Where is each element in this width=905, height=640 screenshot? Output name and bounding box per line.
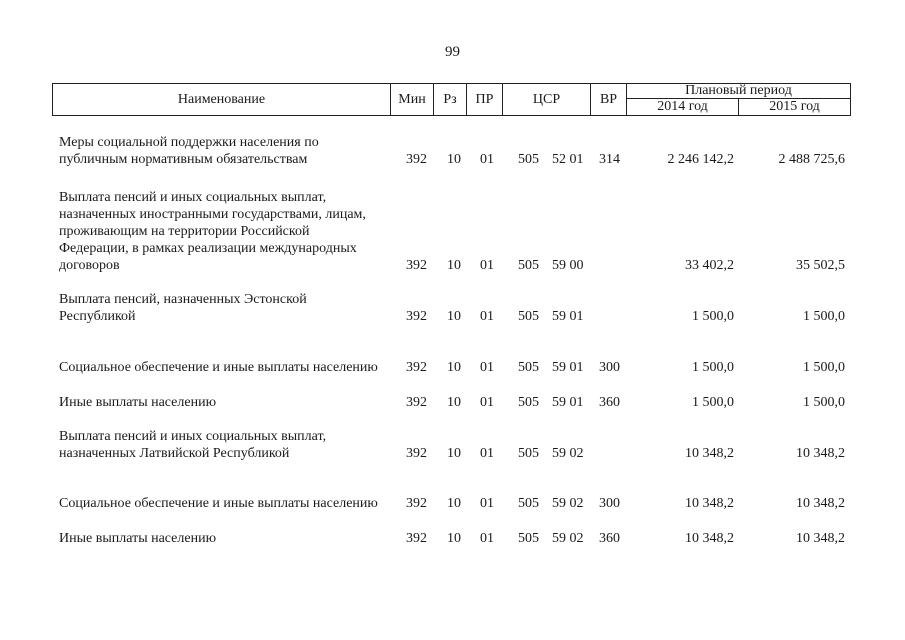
row-pr: 01 <box>480 258 494 273</box>
row-rz: 10 <box>447 309 461 324</box>
row-amount-2015: 35 502,5 <box>796 258 845 273</box>
row-pr: 01 <box>480 446 494 461</box>
row-pr: 01 <box>480 531 494 546</box>
row-name: Социальное обеспечение и иные выплаты населению <box>59 496 378 511</box>
row-min: 392 <box>406 152 427 167</box>
header-name: Наименование <box>53 84 391 115</box>
row-name: Социальное обеспечение и иные выплаты населению <box>59 360 378 375</box>
row-min: 392 <box>406 531 427 546</box>
row-vr: 300 <box>599 360 620 375</box>
row-pr: 01 <box>480 395 494 410</box>
row-csr-code: 59 00 <box>552 258 584 273</box>
table-row <box>0 342 905 376</box>
row-amount-2014: 1 500,0 <box>692 360 734 375</box>
row-rz: 10 <box>447 360 461 375</box>
row-pr: 01 <box>480 360 494 375</box>
row-name: Иные выплаты населению <box>59 531 217 546</box>
table-header <box>52 83 851 116</box>
row-pr: 01 <box>480 152 494 167</box>
row-name: Иные выплаты населению <box>59 395 217 410</box>
row-min: 392 <box>406 446 427 461</box>
row-min: 392 <box>406 395 427 410</box>
row-name: Меры социальной поддержки населения по публичным нормативным обязательствам <box>59 135 319 167</box>
row-vr: 360 <box>599 395 620 410</box>
row-amount-2015: 10 348,2 <box>796 531 845 546</box>
row-amount-2015: 10 348,2 <box>796 446 845 461</box>
row-min: 392 <box>406 360 427 375</box>
row-amount-2014: 1 500,0 <box>692 309 734 324</box>
row-amount-2014: 10 348,2 <box>685 496 734 511</box>
row-csr-prefix: 505 <box>518 309 539 324</box>
row-csr-prefix: 505 <box>518 531 539 546</box>
row-csr-prefix: 505 <box>518 395 539 410</box>
row-csr-prefix: 505 <box>518 360 539 375</box>
row-csr-prefix: 505 <box>518 258 539 273</box>
row-amount-2015: 1 500,0 <box>803 395 845 410</box>
row-csr-code: 59 02 <box>552 531 584 546</box>
header-year-2014: 2014 год <box>627 99 739 115</box>
row-csr-code: 59 02 <box>552 496 584 511</box>
row-min: 392 <box>406 309 427 324</box>
table-row <box>0 290 905 325</box>
table-row <box>0 393 905 411</box>
row-rz: 10 <box>447 446 461 461</box>
row-csr-code: 59 02 <box>552 446 584 461</box>
row-amount-2015: 1 500,0 <box>803 309 845 324</box>
row-amount-2015: 2 488 725,6 <box>778 152 845 167</box>
table-row <box>0 478 905 512</box>
row-amount-2014: 1 500,0 <box>692 395 734 410</box>
header-csr: ЦСР <box>503 84 591 115</box>
table-row <box>0 428 905 462</box>
table-row <box>0 529 905 547</box>
row-pr: 01 <box>480 309 494 324</box>
header-year-2015: 2015 год <box>769 99 820 114</box>
row-rz: 10 <box>447 152 461 167</box>
row-amount-2014: 2 246 142,2 <box>667 152 734 167</box>
row-vr: 314 <box>599 152 620 167</box>
row-csr-prefix: 505 <box>518 496 539 511</box>
row-amount-2014: 10 348,2 <box>685 446 734 461</box>
row-vr: 300 <box>599 496 620 511</box>
row-name: Выплата пенсий и иных социальных выплат, назначенных иностранными государствами, лицам, проживающим на территории Российской Федерации, в рамках реализации международных договоров <box>59 190 366 273</box>
table-row <box>0 128 905 168</box>
row-csr-code: 52 01 <box>552 152 584 167</box>
header-pr: ПР <box>467 84 503 115</box>
row-min: 392 <box>406 258 427 273</box>
row-rz: 10 <box>447 531 461 546</box>
row-csr-code: 59 01 <box>552 395 584 410</box>
row-name: Выплата пенсий и иных социальных выплат, назначенных Латвийской Республикой <box>59 429 327 461</box>
header-min: Мин <box>391 84 434 115</box>
row-amount-2015: 1 500,0 <box>803 360 845 375</box>
row-pr: 01 <box>480 496 494 511</box>
row-csr-code: 59 01 <box>552 360 584 375</box>
row-amount-2014: 33 402,2 <box>685 258 734 273</box>
header-planning-period: Плановый период <box>627 84 850 99</box>
row-vr: 360 <box>599 531 620 546</box>
table-row <box>0 188 905 274</box>
row-csr-code: 59 01 <box>552 309 584 324</box>
row-min: 392 <box>406 496 427 511</box>
row-csr-prefix: 505 <box>518 152 539 167</box>
row-amount-2014: 10 348,2 <box>685 531 734 546</box>
header-vr: ВР <box>591 84 627 115</box>
row-rz: 10 <box>447 395 461 410</box>
page-number: 99 <box>445 44 460 60</box>
header-rz: Рз <box>434 84 467 115</box>
row-rz: 10 <box>447 258 461 273</box>
row-name: Выплата пенсий, назначенных Эстонской Республикой <box>59 292 307 324</box>
row-amount-2015: 10 348,2 <box>796 496 845 511</box>
row-rz: 10 <box>447 496 461 511</box>
row-csr-prefix: 505 <box>518 446 539 461</box>
